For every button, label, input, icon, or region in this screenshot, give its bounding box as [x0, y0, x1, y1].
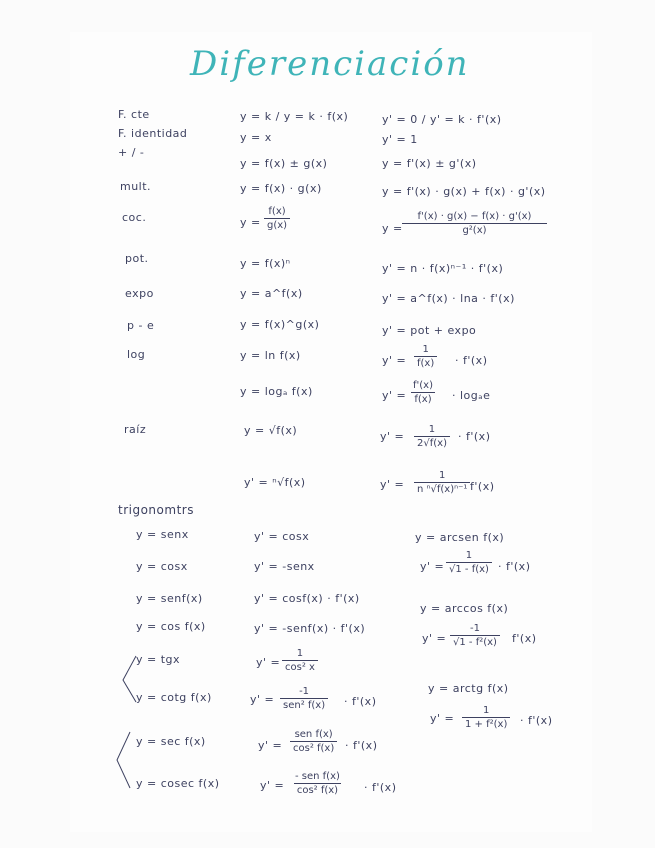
- rule-deriv-raizn-lhs: y' =: [380, 478, 405, 491]
- trig-deriv-sec-lhs: y' =: [258, 739, 283, 752]
- rule-label-ident: F. identidad: [118, 127, 188, 140]
- rule-func-pot: y = f(x)ⁿ: [240, 257, 291, 270]
- trig-deriv-sec-fraction: [290, 729, 337, 755]
- rule-deriv-log-fraction: [414, 344, 437, 370]
- page-title: Diferenciación: [190, 44, 470, 84]
- trig-deriv-cosec-lhs: y' =: [260, 779, 285, 792]
- fraction-denominator: 2√f(x): [414, 436, 450, 450]
- rule-func-raizn: y' = ⁿ√f(x): [244, 476, 306, 489]
- rule-deriv-pot: y' = n · f(x)ⁿ⁻¹ · f'(x): [382, 262, 504, 275]
- fraction-denominator: f(x): [414, 356, 437, 370]
- trig-func-cotg: y = cotg f(x): [136, 691, 212, 704]
- left-brace-icon: [114, 730, 134, 790]
- rule-deriv-loga-tail: · logₐe: [452, 389, 491, 402]
- trig-func-sen: y = senx: [136, 528, 189, 541]
- rule-label-log: log: [127, 348, 146, 361]
- rule-deriv-pe: y' = pot + expo: [382, 324, 477, 337]
- rule-deriv-loga-fraction: [410, 380, 436, 406]
- rule-deriv-log-lhs: y' =: [382, 354, 407, 367]
- trig-func-arctg: y = arctg f(x): [428, 682, 509, 695]
- trig-deriv-arcsen-lhs: y' =: [420, 560, 445, 573]
- fraction-numerator: 1: [439, 470, 446, 481]
- fraction-numerator: 1: [422, 344, 429, 355]
- rule-func-log: y = ln f(x): [240, 349, 301, 362]
- fraction-denominator: g(x): [264, 218, 290, 232]
- rule-deriv-raizn-tail: f'(x): [470, 480, 495, 493]
- fraction-denominator: 1 + f²(x): [462, 717, 510, 731]
- rule-func-coc-fraction: [264, 206, 290, 232]
- fraction-numerator: f'(x): [413, 380, 433, 391]
- rule-deriv-raiz-lhs: y' =: [380, 430, 405, 443]
- fraction-numerator: 1: [482, 705, 490, 716]
- rule-label-pot: pot.: [125, 252, 149, 265]
- fraction-denominator: √1 - f(x): [446, 562, 492, 576]
- rule-label-pe: p - e: [127, 319, 155, 332]
- trig-func-cos: y = cosx: [136, 560, 188, 573]
- rule-func-loga: y = logₐ f(x): [240, 385, 313, 398]
- rule-func-sum: y = f(x) ± g(x): [240, 157, 328, 170]
- rule-label-sum: + / -: [118, 146, 145, 159]
- trig-deriv-arcsen-fraction: [446, 550, 492, 576]
- fraction-numerator: f'(x) · g(x) − f(x) · g'(x): [417, 211, 532, 222]
- fraction-denominator: cos² f(x): [294, 783, 341, 797]
- trig-deriv-sen: y' = cosx: [254, 530, 310, 543]
- fraction-denominator: f(x): [411, 392, 434, 406]
- fraction-numerator: -1: [299, 686, 310, 697]
- fraction-numerator: 1: [296, 648, 304, 659]
- trig-func-cosec: y = cosec f(x): [136, 777, 220, 790]
- rule-deriv-raiz-tail: · f'(x): [458, 430, 491, 443]
- rule-deriv-coc-lhs: y =: [382, 222, 403, 235]
- fraction-denominator: √1 - f²(x): [450, 635, 500, 649]
- fraction-denominator: cos² f(x): [290, 741, 337, 755]
- fraction-denominator: n ⁿ√f(x)ⁿ⁻¹: [414, 482, 470, 496]
- fraction-denominator: g²(x): [402, 223, 547, 237]
- rule-func-expo: y = a^f(x): [240, 287, 303, 300]
- fraction-numerator: f(x): [268, 206, 286, 217]
- trig-heading: trigonomtrs: [118, 503, 194, 517]
- paper-sheet: [70, 32, 592, 832]
- rule-deriv-loga-lhs: y' =: [382, 389, 407, 402]
- trig-deriv-arctg-fraction: [462, 705, 510, 731]
- rule-deriv-const: y' = 0 / y' = k · f'(x): [382, 113, 502, 126]
- trig-deriv-sec-tail: · f'(x): [345, 739, 378, 752]
- fraction-numerator: 1: [465, 550, 473, 561]
- trig-deriv-arctg-tail: · f'(x): [520, 714, 553, 727]
- trig-deriv-cotg-fraction: [280, 686, 328, 712]
- trig-deriv-cosec-tail: · f'(x): [364, 781, 397, 794]
- trig-func-arccos: y = arccos f(x): [420, 602, 509, 615]
- rule-func-raiz: y = √f(x): [244, 424, 298, 437]
- fraction-numerator: - sen f(x): [295, 771, 340, 782]
- trig-deriv-cotg-lhs: y' =: [250, 693, 275, 706]
- rule-deriv-mult: y = f'(x) · g(x) + f(x) · g'(x): [382, 185, 546, 198]
- rule-label-coc: coc.: [122, 211, 147, 224]
- trig-deriv-cotg-tail: · f'(x): [344, 695, 377, 708]
- trig-func-arcsen: y = arcsen f(x): [415, 531, 505, 544]
- rule-deriv-log-tail: · f'(x): [455, 354, 488, 367]
- trig-deriv-cosf: y' = -senf(x) · f'(x): [254, 622, 366, 635]
- rule-deriv-coc-fraction: [402, 211, 547, 237]
- rule-deriv-ident: y' = 1: [382, 133, 418, 146]
- rule-func-pe: y = f(x)^g(x): [240, 318, 320, 331]
- fraction-denominator: sen² f(x): [280, 698, 328, 712]
- fraction-numerator: sen f(x): [294, 729, 333, 740]
- rule-func-mult: y = f(x) · g(x): [240, 182, 322, 195]
- trig-deriv-arccos-fraction: [450, 623, 500, 649]
- trig-deriv-cosec-fraction: [292, 771, 343, 797]
- trig-func-cosf: y = cos f(x): [136, 620, 206, 633]
- trig-func-tg: y = tgx: [136, 653, 181, 666]
- rule-func-ident: y = x: [240, 131, 272, 144]
- rule-label-mult: mult.: [120, 180, 152, 193]
- trig-deriv-arccos-tail: f'(x): [512, 632, 537, 645]
- fraction-numerator: 1: [428, 424, 436, 435]
- rule-deriv-sum: y = f'(x) ± g'(x): [382, 157, 477, 170]
- trig-func-senf: y = senf(x): [136, 592, 203, 605]
- trig-deriv-tg-fraction: [282, 648, 318, 674]
- trig-deriv-arccos-lhs: y' =: [422, 632, 447, 645]
- rule-label-const: F. cte: [118, 108, 150, 121]
- rule-func-const: y = k / y = k · f(x): [240, 110, 349, 123]
- rule-deriv-raiz-fraction: [414, 424, 450, 450]
- trig-func-sec: y = sec f(x): [136, 735, 206, 748]
- trig-deriv-cos: y' = -senx: [254, 560, 315, 573]
- rule-deriv-raizn-fraction: [414, 470, 470, 496]
- trig-deriv-senf: y' = cosf(x) · f'(x): [254, 592, 360, 605]
- trig-deriv-arctg-lhs: y' =: [430, 712, 455, 725]
- fraction-denominator: cos² x: [282, 660, 318, 674]
- trig-deriv-tg-lhs: y' =: [256, 656, 281, 669]
- fraction-numerator: -1: [469, 623, 480, 634]
- trig-deriv-arcsen-tail: · f'(x): [498, 560, 531, 573]
- rule-func-coc-lhs: y =: [240, 216, 261, 229]
- rule-deriv-expo: y' = a^f(x) · lna · f'(x): [382, 292, 515, 305]
- rule-label-raiz: raíz: [124, 423, 147, 436]
- rule-label-expo: expo: [125, 287, 154, 300]
